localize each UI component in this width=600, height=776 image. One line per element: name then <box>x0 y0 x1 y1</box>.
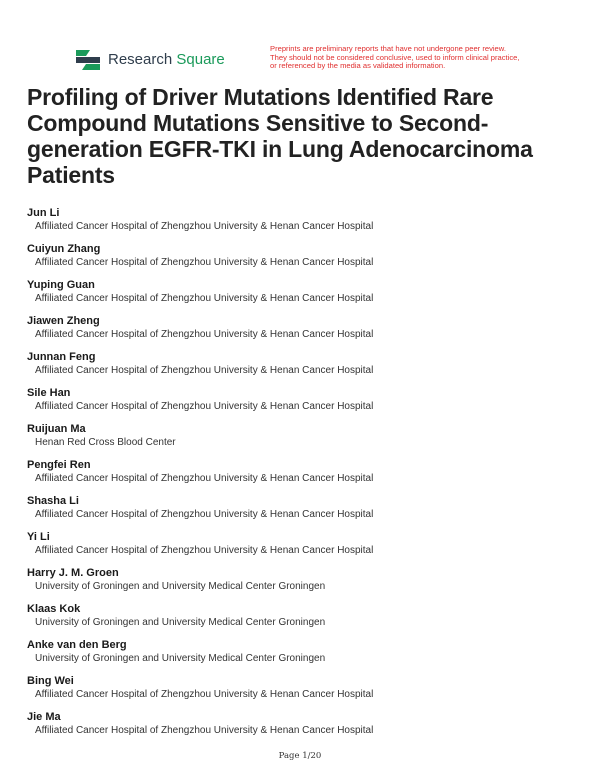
author-entry <box>27 458 587 494</box>
author-entry <box>27 206 587 242</box>
author-entry <box>27 350 587 386</box>
author-affiliation: Affiliated Cancer Hospital of Zhengzhou University & Henan Cancer Hospital <box>35 509 374 520</box>
preprint-disclaimer <box>270 45 532 71</box>
disclaimer-line: They should not be considered conclusive, used to inform clinical practice, <box>270 52 520 62</box>
logo-wordmark <box>108 50 225 70</box>
author-affiliation: Affiliated Cancer Hospital of Zhengzhou University & Henan Cancer Hospital <box>35 221 374 232</box>
author-affiliation: Affiliated Cancer Hospital of Zhengzhou University & Henan Cancer Hospital <box>35 545 374 556</box>
research-square-logo <box>74 48 225 72</box>
author-affiliation: Affiliated Cancer Hospital of Zhengzhou University & Henan Cancer Hospital <box>35 473 374 484</box>
author-entry <box>27 422 587 458</box>
author-entry <box>27 278 587 314</box>
author-affiliation: Affiliated Cancer Hospital of Zhengzhou University & Henan Cancer Hospital <box>35 329 374 340</box>
author-entry <box>27 638 587 674</box>
author-affiliation: Affiliated Cancer Hospital of Zhengzhou University & Henan Cancer Hospital <box>35 401 374 412</box>
author-entry <box>27 314 587 350</box>
author-affiliation: Affiliated Cancer Hospital of Zhengzhou University & Henan Cancer Hospital <box>35 257 374 268</box>
author-affiliation: University of Groningen and University Medical Center Groningen <box>35 617 326 628</box>
logo-word-research: Research <box>108 51 173 68</box>
author-entry <box>27 674 587 710</box>
author-name: Junnan Feng <box>27 351 96 363</box>
author-affiliation: Henan Red Cross Blood Center <box>35 437 176 448</box>
author-affiliation: Affiliated Cancer Hospital of Zhengzhou University & Henan Cancer Hospital <box>35 293 374 304</box>
author-list <box>27 206 587 746</box>
author-name: Jiawen Zheng <box>27 315 100 327</box>
research-square-logo-icon <box>74 48 102 72</box>
disclaimer-line: or referenced by the media as validated information. <box>270 61 446 71</box>
author-name: Ruijuan Ma <box>27 423 86 435</box>
page-number: Page 1/20 <box>278 751 322 761</box>
author-name: Anke van den Berg <box>27 639 127 651</box>
author-entry <box>27 242 587 278</box>
author-entry <box>27 566 587 602</box>
paper-title: Profiling of Driver Mutations Identified Rare Compound Mutations Sensitive to Second-generation EGFR-TKI in Lung Adenocarcinoma Patients <box>27 84 533 188</box>
logo-word-square: Square <box>176 51 225 68</box>
author-affiliation: Affiliated Cancer Hospital of Zhengzhou University & Henan Cancer Hospital <box>35 365 374 376</box>
author-entry <box>27 710 587 746</box>
author-name: Yuping Guan <box>27 279 95 291</box>
author-affiliation: University of Groningen and University Medical Center Groningen <box>35 653 326 664</box>
author-entry <box>27 530 587 566</box>
author-name: Klaas Kok <box>27 603 81 615</box>
author-name: Jun Li <box>27 207 60 219</box>
author-name: Harry J. M. Groen <box>27 567 119 579</box>
author-affiliation: Affiliated Cancer Hospital of Zhengzhou University & Henan Cancer Hospital <box>35 689 374 700</box>
author-name: Bing Wei <box>27 675 74 687</box>
author-name: Shasha Li <box>27 495 79 507</box>
author-entry <box>27 386 587 422</box>
author-entry <box>27 494 587 530</box>
author-name: Cuiyun Zhang <box>27 243 101 255</box>
author-affiliation: University of Groningen and University Medical Center Groningen <box>35 581 326 592</box>
disclaimer-line: Preprints are preliminary reports that have not undergone peer review. <box>270 44 506 53</box>
author-name: Pengfei Ren <box>27 459 91 471</box>
author-name: Yi Li <box>27 531 50 543</box>
author-name: Sile Han <box>27 387 71 399</box>
author-entry <box>27 602 587 638</box>
author-name: Jie Ma <box>27 711 61 723</box>
author-affiliation: Affiliated Cancer Hospital of Zhengzhou University & Henan Cancer Hospital <box>35 725 374 736</box>
